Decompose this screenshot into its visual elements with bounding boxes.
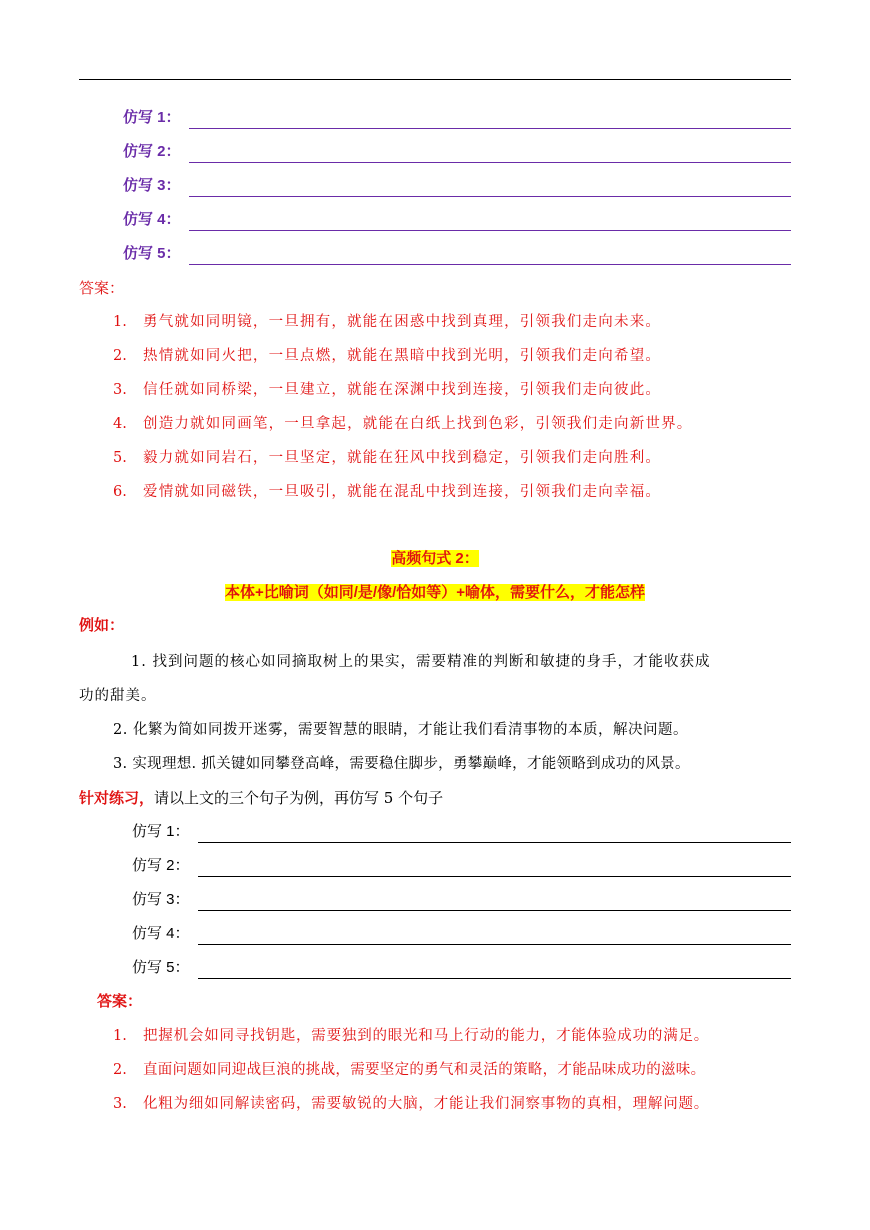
fill-in-label: 仿写 3： — [123, 177, 181, 194]
answer-item — [113, 1060, 705, 1080]
fill-in-row — [0, 142, 870, 166]
fill-in-label: 仿写 1： — [123, 109, 181, 126]
answer-number: 4. — [113, 416, 127, 432]
answer-number: 1. — [113, 314, 127, 330]
pattern-formula: 本体+比喻词（如同/是/像/恰如等）+喻体，需要什么，才能怎样 — [224, 584, 646, 601]
fill-in-row — [0, 924, 870, 948]
fill-in-label: 仿写 4： — [132, 925, 190, 942]
answer-number: 2. — [113, 1062, 127, 1078]
answer-text: 把握机会如同寻找钥匙，需要独到的眼光和马上行动的能力，才能体验成功的满足。 — [143, 1028, 710, 1044]
answer-item — [113, 448, 661, 468]
example-line: 功的甜美。 — [79, 688, 157, 704]
answer-text: 化粗为细如同解读密码，需要敏锐的大脑，才能让我们洞察事物的真相，理解问题。 — [143, 1096, 710, 1112]
fill-in-line[interactable] — [198, 944, 791, 945]
answer-item — [113, 346, 661, 366]
example-heading: 例如： — [79, 617, 125, 634]
practice-label: 针对练习， — [79, 790, 155, 807]
answer-number: 6. — [113, 484, 127, 500]
answer-item — [113, 1026, 709, 1046]
answer-number: 3. — [113, 382, 127, 398]
fill-in-line[interactable] — [189, 230, 791, 231]
fill-in-row — [0, 108, 870, 132]
fill-in-line[interactable] — [189, 264, 791, 265]
fill-in-line[interactable] — [189, 196, 791, 197]
pattern-title: 高频句式 2： — [391, 550, 479, 567]
answer-item — [113, 482, 661, 502]
example-line: 1. 找到问题的核心如同摘取树上的果实，需要精准的判断和敏捷的身手，才能收获成 — [131, 654, 711, 670]
answer-text: 热情就如同火把，一旦点燃，就能在黑暗中找到光明，引领我们走向希望。 — [143, 348, 662, 364]
answer-heading: 答案： — [79, 280, 125, 297]
answer-number: 1. — [113, 1028, 127, 1044]
example-line: 2. 化繁为简如同拨开迷雾，需要智慧的眼睛，才能让我们看清事物的本质，解决问题。 — [113, 722, 688, 738]
fill-in-row — [0, 890, 870, 914]
fill-in-row — [0, 958, 870, 982]
fill-in-label: 仿写 5： — [123, 245, 181, 262]
fill-in-row — [0, 856, 870, 880]
fill-in-line[interactable] — [198, 876, 791, 877]
fill-in-row — [0, 244, 870, 268]
answer-text: 信任就如同桥梁，一旦建立，就能在深渊中找到连接，引领我们走向彼此。 — [143, 382, 662, 398]
fill-in-line[interactable] — [198, 842, 791, 843]
fill-in-label: 仿写 4： — [123, 211, 181, 228]
answer-item — [113, 380, 661, 400]
fill-in-row — [0, 822, 870, 846]
fill-in-label: 仿写 1： — [132, 823, 190, 840]
pattern-formula-line — [0, 582, 870, 603]
fill-in-label: 仿写 3： — [132, 891, 190, 908]
fill-in-label: 仿写 2： — [123, 143, 181, 160]
answer-text: 爱情就如同磁铁，一旦吸引，就能在混乱中找到连接，引领我们走向幸福。 — [143, 484, 662, 500]
fill-in-label: 仿写 2： — [132, 857, 190, 874]
example-line: 3. 实现理想. 抓关键如同攀登高峰，需要稳住脚步，勇攀巅峰，才能领略到成功的风景。 — [113, 756, 690, 772]
answer-text: 勇气就如同明镜，一旦拥有，就能在困惑中找到真理，引领我们走向未来。 — [143, 314, 662, 330]
answer-item — [113, 414, 693, 434]
fill-in-line[interactable] — [189, 162, 791, 163]
practice-text: 请以上文的三个句子为例，再仿写 5 个句子 — [154, 789, 444, 807]
fill-in-row — [0, 176, 870, 200]
answer-item — [113, 312, 661, 332]
answer-heading: 答案： — [97, 993, 143, 1010]
answer-text: 直面问题如同迎战巨浪的挑战，需要坚定的勇气和灵活的策略，才能品味成功的滋味。 — [143, 1062, 706, 1078]
answer-number: 3. — [113, 1096, 127, 1112]
practice-instruction — [79, 788, 443, 809]
fill-in-line[interactable] — [189, 128, 791, 129]
answer-number: 5. — [113, 450, 127, 466]
fill-in-label: 仿写 5： — [132, 959, 190, 976]
answer-number: 2. — [113, 348, 127, 364]
fill-in-line[interactable] — [198, 978, 791, 979]
pattern-title-line — [0, 548, 870, 569]
answer-text: 毅力就如同岩石，一旦坚定，就能在狂风中找到稳定，引领我们走向胜利。 — [143, 450, 662, 466]
fill-in-row — [0, 210, 870, 234]
top-rule — [79, 79, 791, 80]
fill-in-line[interactable] — [198, 910, 791, 911]
answer-text: 创造力就如同画笔，一旦拿起，就能在白纸上找到色彩，引领我们走向新世界。 — [143, 416, 693, 432]
answer-item — [113, 1094, 709, 1114]
